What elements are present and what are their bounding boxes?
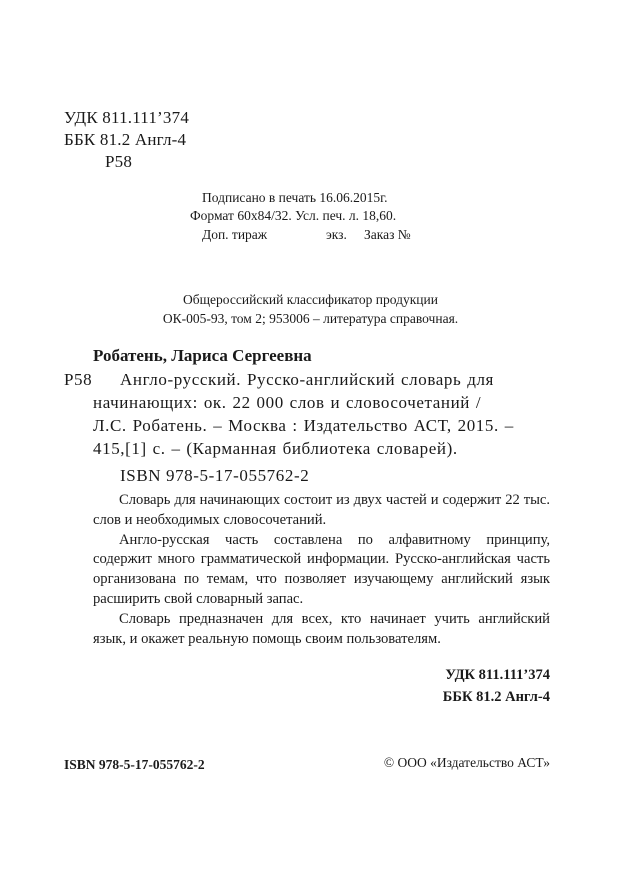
- print-extra-run: Доп. тираж: [202, 227, 268, 242]
- bib-line-1: Англо-русский. Русско-английский словарь для: [120, 370, 494, 389]
- footer-isbn: ISBN 978-5-17-055762-2: [64, 757, 205, 772]
- bib-line-3: Л.С. Робатень. – Москва : Издательство АСТ, 2015. –: [93, 416, 514, 435]
- print-signed: Подписано в печать 16.06.2015г.: [202, 190, 388, 205]
- print-order: Заказ №: [364, 227, 411, 242]
- codes-repeat: [443, 664, 550, 708]
- author-mark: Р58: [105, 152, 133, 171]
- print-copies: экз.: [326, 227, 347, 242]
- annotation-paragraph: Словарь предназначен для всех, кто начинает учить английский язык, и окажет реальную помощь своим пользователям.: [93, 610, 550, 647]
- udk-code: УДК 811.111’374: [64, 108, 190, 127]
- okp-line-2: ОК-005-93, том 2; 953006 – литература справочная.: [162, 311, 459, 326]
- bib-line-4: 415,[1] с. – (Карманная библиотека словарей).: [93, 439, 458, 458]
- bib-line-2: начинающих: ок. 22 000 слов и словосочетаний /: [93, 393, 482, 412]
- bbk-code-repeat: ББК 81.2 Англ-4: [442, 689, 550, 705]
- annotation-paragraph: Словарь для начинающих состоит из двух частей и содержит 22 тыс. слов и необходимых словосочетаний.: [93, 492, 550, 528]
- okp-line-1: Общероссийский классификатор продукции: [183, 292, 438, 307]
- bib-isbn: ISBN 978-5-17-055762-2: [120, 466, 310, 485]
- annotation-paragraph: Англо-русская часть составлена по алфавитному принципу, содержит много грамматической информации. Русско-английская часть организована по темам, что позволяет изучающему английский язык расширить свой словарный запас.: [93, 531, 550, 607]
- footer-copyright: © ООО «Издательство АСТ»: [383, 755, 550, 770]
- annotation: [93, 491, 550, 649]
- book-author: Робатень, Лариса Сергеевна: [93, 346, 312, 365]
- bib-author-mark: Р58: [64, 370, 93, 389]
- udk-code-repeat: УДК 811.111’374: [445, 667, 550, 683]
- bbk-code: ББК 81.2 Англ-4: [64, 130, 187, 149]
- print-format: Формат 60x84/32. Усл. печ. л. 18,60.: [190, 208, 397, 223]
